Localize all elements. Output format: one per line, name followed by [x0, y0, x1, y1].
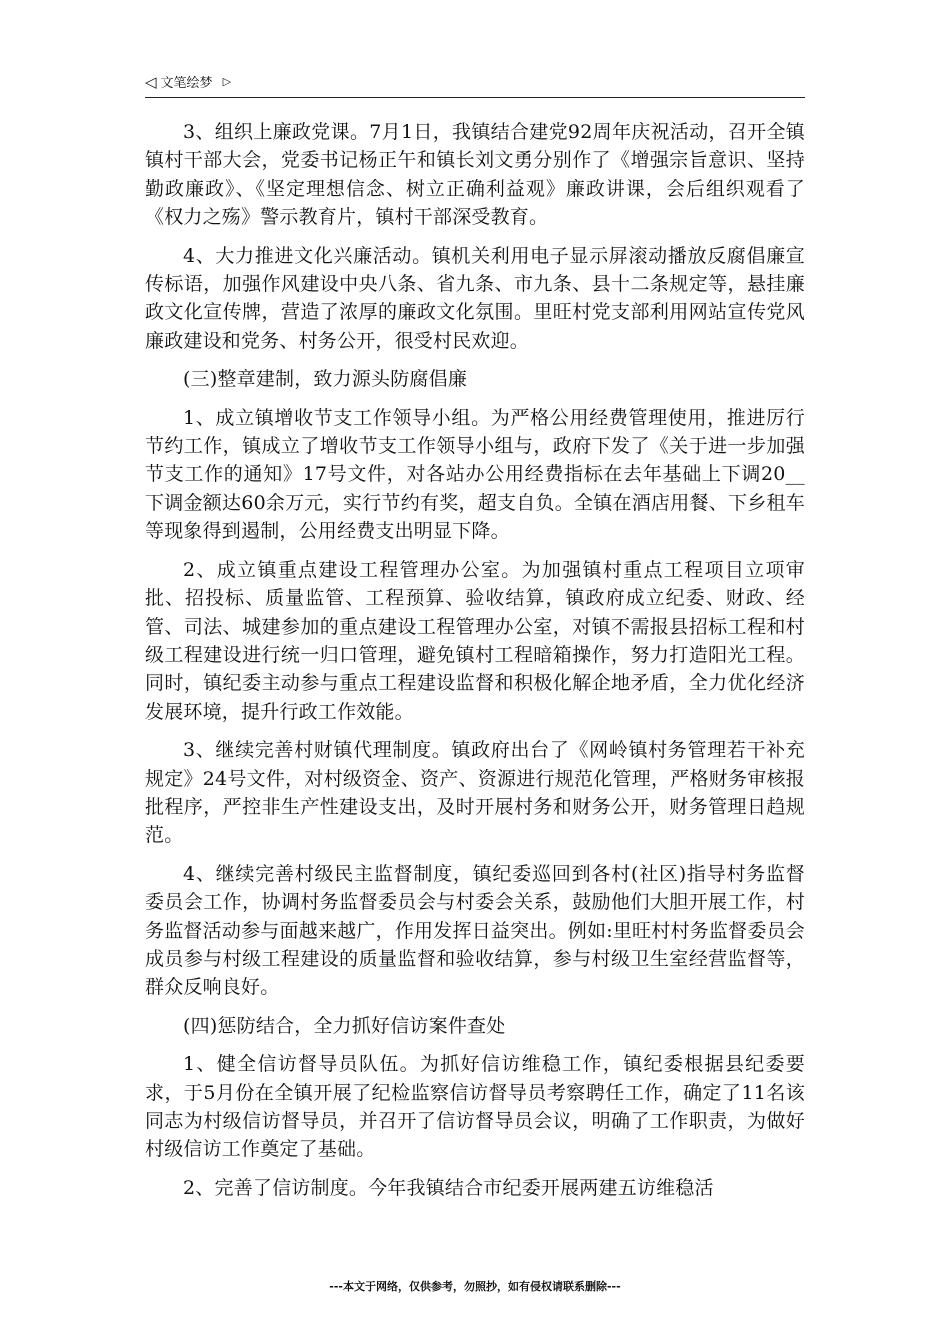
section-heading: (三)整章建制，致力源头防腐倡廉 [183, 368, 468, 391]
paragraph: 2、完善了信访制度。今年我镇结合市纪委开展两建五访维稳活 [183, 1176, 714, 1199]
triangle-left-icon: ◁ [145, 72, 157, 91]
document-body [145, 118, 805, 1212]
paragraph: 3、组织上廉政党课。7月1日，我镇结合建党92周年庆祝活动，召开全镇镇村干部大会，党委书记杨正午和镇长刘文勇分别作了《增强宗旨意识、坚持勤政廉政》、《坚定理想信念、树立正确利益观》廉政讲课，会后组织观看了《权力之殇》警示教育片，镇村干部深受教育。 [145, 121, 805, 229]
header-divider [145, 97, 805, 98]
page-footer: ---本文于网络，仅供参考，勿照抄，如有侵权请联系删除--- [329, 1280, 621, 1293]
paragraph: 3、继续完善村财镇代理制度。镇政府出台了《网岭镇村务管理若干补充规定》24号文件，对村级资金、资产、资源进行规范化管理，严格财务审核报批程序，严控非生产性建设支出，及时开展村务和财务公开，财务管理日趋规范。 [145, 739, 805, 847]
header-brand [145, 72, 231, 91]
paragraph: 4、继续完善村级民主监督制度，镇纪委巡回到各村(社区)指导村务监督委员会工作，协调村务监督委员会与村委会关系，鼓励他们大胆开展工作，村务监督活动参与面越来越广，作用发挥日益突出。例如:里旺村村务监督委员会成员参与村级工程建设的质量监督和验收结算，参与村级卫生室经营监督等，群众反响良好。 [145, 862, 805, 999]
section-heading: (四)惩防结合，全力抓好信访案件查处 [183, 1014, 506, 1037]
paragraph: 4、大力推进文化兴廉活动。镇机关利用电子显示屏滚动播放反腐倡廉宣传标语，加强作风建设中央八条、省九条、市九条、县十二条规定等，悬挂廉政文化宣传牌，营造了浓厚的廉政文化氛围。里旺村党支部利用网站宣传党风廉政建设和党务、村务公开，很受村民欢迎。 [145, 244, 805, 352]
page-header [145, 72, 805, 96]
triangle-right-icon: ▷ [222, 75, 232, 88]
brand-name: 文笔绘梦 [160, 76, 213, 91]
paragraph: 2、成立镇重点建设工程管理办公室。为加强镇村重点工程项目立项审批、招投标、质量监管、工程预算、验收结算，镇政府成立纪委、财政、经管、司法、城建参加的重点建设工程管理办公室，对镇不需报县招标工程和村级工程建设进行统一归口管理，避免镇村工程暗箱操作，努力打造阳光工程。同时，镇纪委主动参与重点工程建设监督和积极化解企地矛盾，全力优化经济发展环境，提升行政工作效能。 [145, 558, 805, 723]
paragraph: 1、健全信访督导员队伍。为抓好信访维稳工作，镇纪委根据县纪委要求，于5月份在全镇开展了纪检监察信访督导员考察聘任工作，确定了11名该同志为村级信访督导员，并召开了信访督导员会议，明确了工作职责，为做好村级信访工作奠定了基础。 [145, 1053, 805, 1161]
paragraph: 1、成立镇增收节支工作领导小组。为严格公用经费管理使用，推进厉行节约工作，镇成立了增收节支工作领导小组与，政府下发了《关于进一步加强节支工作的通知》17号文件，对各站办公用经费指标在去年基础上下调20__下调金额达60余万元，实行节约有奖，超支自负。全镇在酒店用餐、下乡租车等现象得到遏制，公用经费支出明显下降。 [145, 406, 805, 543]
